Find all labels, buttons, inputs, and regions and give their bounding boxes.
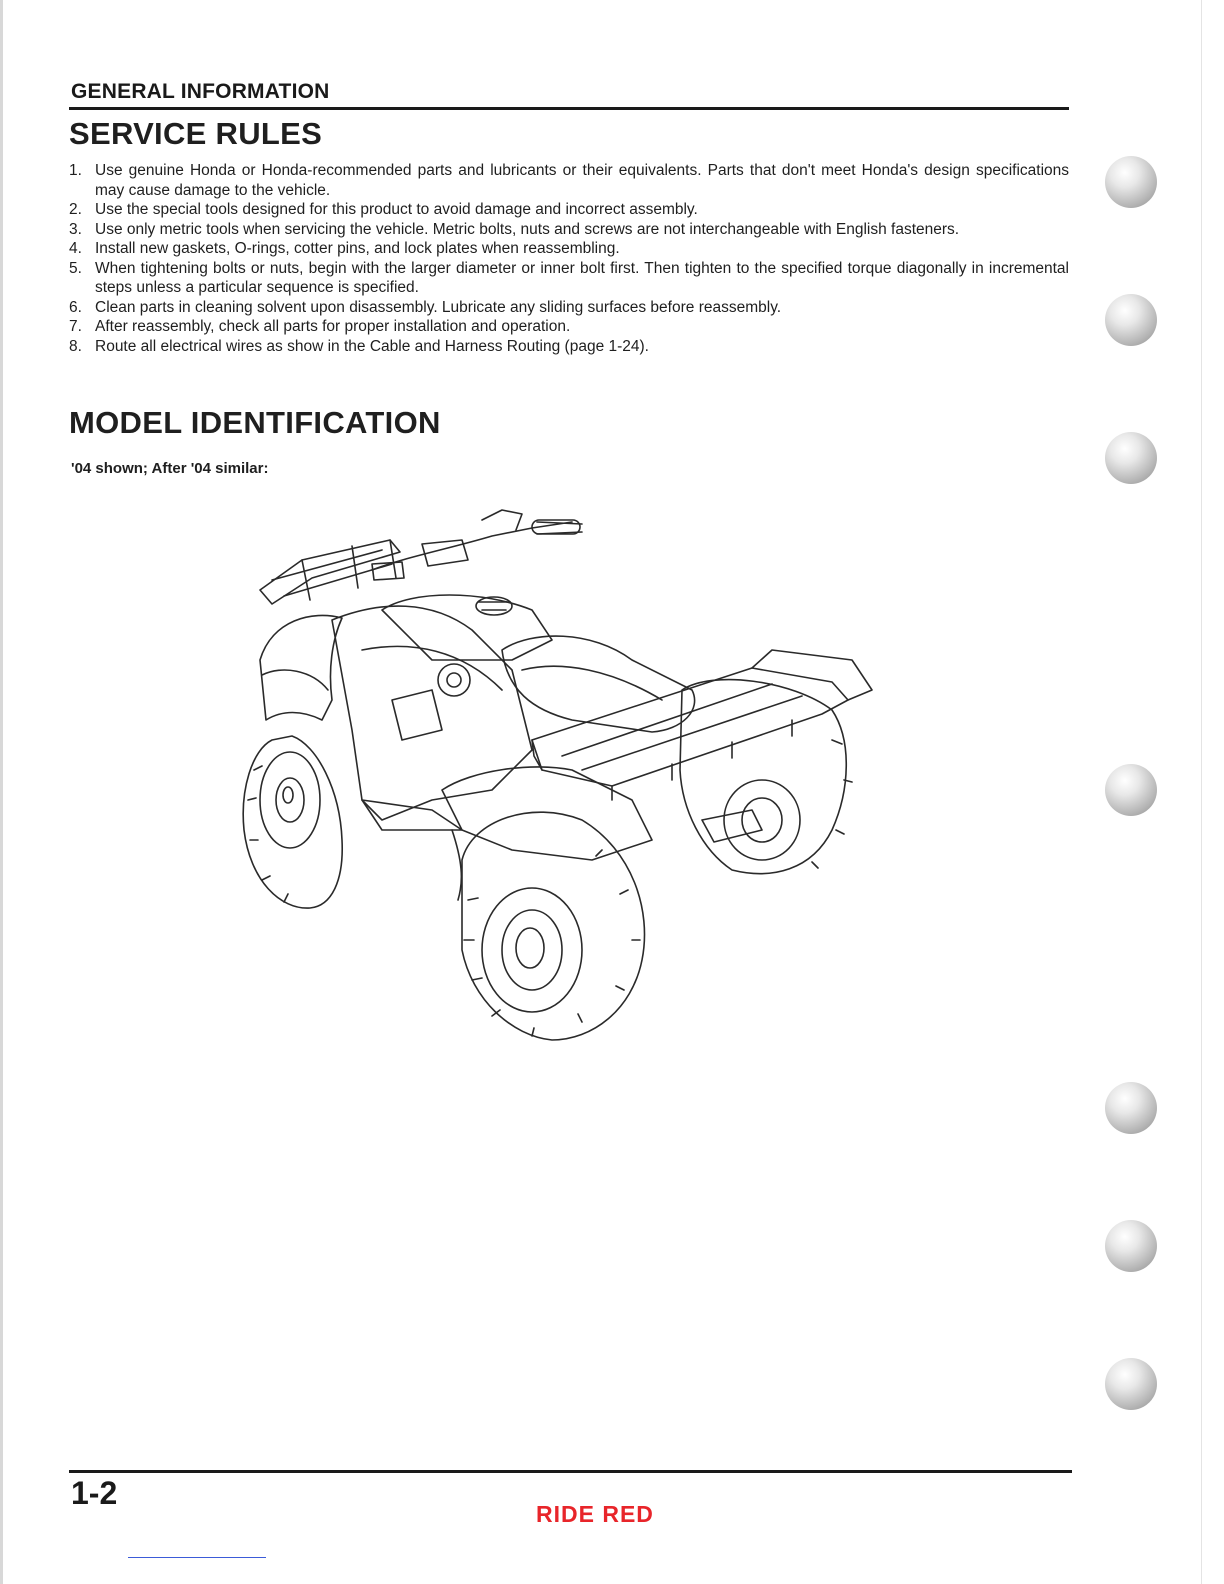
binder-hole bbox=[1105, 156, 1157, 208]
header-rule bbox=[69, 107, 1069, 110]
front-left-wheel bbox=[243, 736, 342, 908]
page-number: 1-2 bbox=[71, 1475, 118, 1511]
rear-rack bbox=[532, 650, 872, 800]
list-item bbox=[69, 317, 1069, 337]
item-text: Install new gaskets, O-rings, cotter pins, and lock plates when reassembling. bbox=[95, 240, 620, 257]
list-item bbox=[69, 298, 1069, 318]
page-edge bbox=[0, 0, 3, 1584]
item-number: 7. bbox=[69, 318, 82, 335]
list-item bbox=[69, 259, 1069, 298]
list-item bbox=[69, 220, 1069, 240]
page-edge bbox=[1201, 0, 1202, 1584]
binder-hole bbox=[1105, 1220, 1157, 1272]
brand-logo: RIDE RED bbox=[536, 1501, 654, 1527]
front-rack bbox=[260, 540, 400, 604]
item-number: 1. bbox=[69, 162, 82, 179]
binder-hole bbox=[1105, 294, 1157, 346]
service-rules-heading: SERVICE RULES bbox=[69, 116, 323, 151]
item-text: Use the special tools designed for this product to avoid damage and incorrect assembly. bbox=[95, 201, 698, 218]
item-number: 2. bbox=[69, 201, 82, 218]
item-number: 4. bbox=[69, 240, 82, 257]
list-item bbox=[69, 161, 1069, 200]
item-number: 6. bbox=[69, 298, 82, 316]
item-number: 3. bbox=[69, 220, 82, 238]
item-text: Route all electrical wires as show in the Cable and Harness Routing (page 1-24). bbox=[95, 337, 649, 355]
model-caption: '04 shown; After '04 similar: bbox=[71, 460, 269, 477]
rear-left-wheel bbox=[462, 812, 645, 1040]
handlebar bbox=[372, 510, 582, 580]
atv-illustration bbox=[232, 500, 902, 1070]
item-text: When tightening bolts or nuts, begin with the larger diameter or inner bolt first. Then tighten to the specified torque diagonally in incremental steps unless a particular sequence is specified. bbox=[95, 259, 1069, 296]
model-identification-heading: MODEL IDENTIFICATION bbox=[69, 405, 441, 440]
binder-hole bbox=[1105, 1358, 1157, 1410]
section-header: GENERAL INFORMATION bbox=[71, 80, 330, 103]
item-number: 8. bbox=[69, 337, 82, 355]
list-item bbox=[69, 200, 1069, 220]
binder-hole bbox=[1105, 764, 1157, 816]
service-rules-list bbox=[69, 161, 1069, 356]
item-text: Use only metric tools when servicing the vehicle. Metric bolts, nuts and screws are not interchangeable with English fasteners. bbox=[95, 220, 960, 238]
item-text: After reassembly, check all parts for proper installation and operation. bbox=[95, 318, 571, 335]
item-text: Use genuine Honda or Honda-recommended parts and lubricants or their equivalents. Parts that don't meet Honda's design specifications may cause damage to the vehicle. bbox=[95, 162, 1069, 199]
footer-rule bbox=[69, 1470, 1072, 1473]
item-number: 5. bbox=[69, 259, 82, 277]
binder-hole bbox=[1105, 1082, 1157, 1134]
list-item bbox=[69, 337, 1069, 357]
item-text: Clean parts in cleaning solvent upon disassembly. Lubricate any sliding surfaces before reassembly. bbox=[95, 298, 782, 316]
binder-hole bbox=[1105, 432, 1157, 484]
list-item bbox=[69, 239, 1069, 259]
decorative-line bbox=[128, 1557, 266, 1558]
